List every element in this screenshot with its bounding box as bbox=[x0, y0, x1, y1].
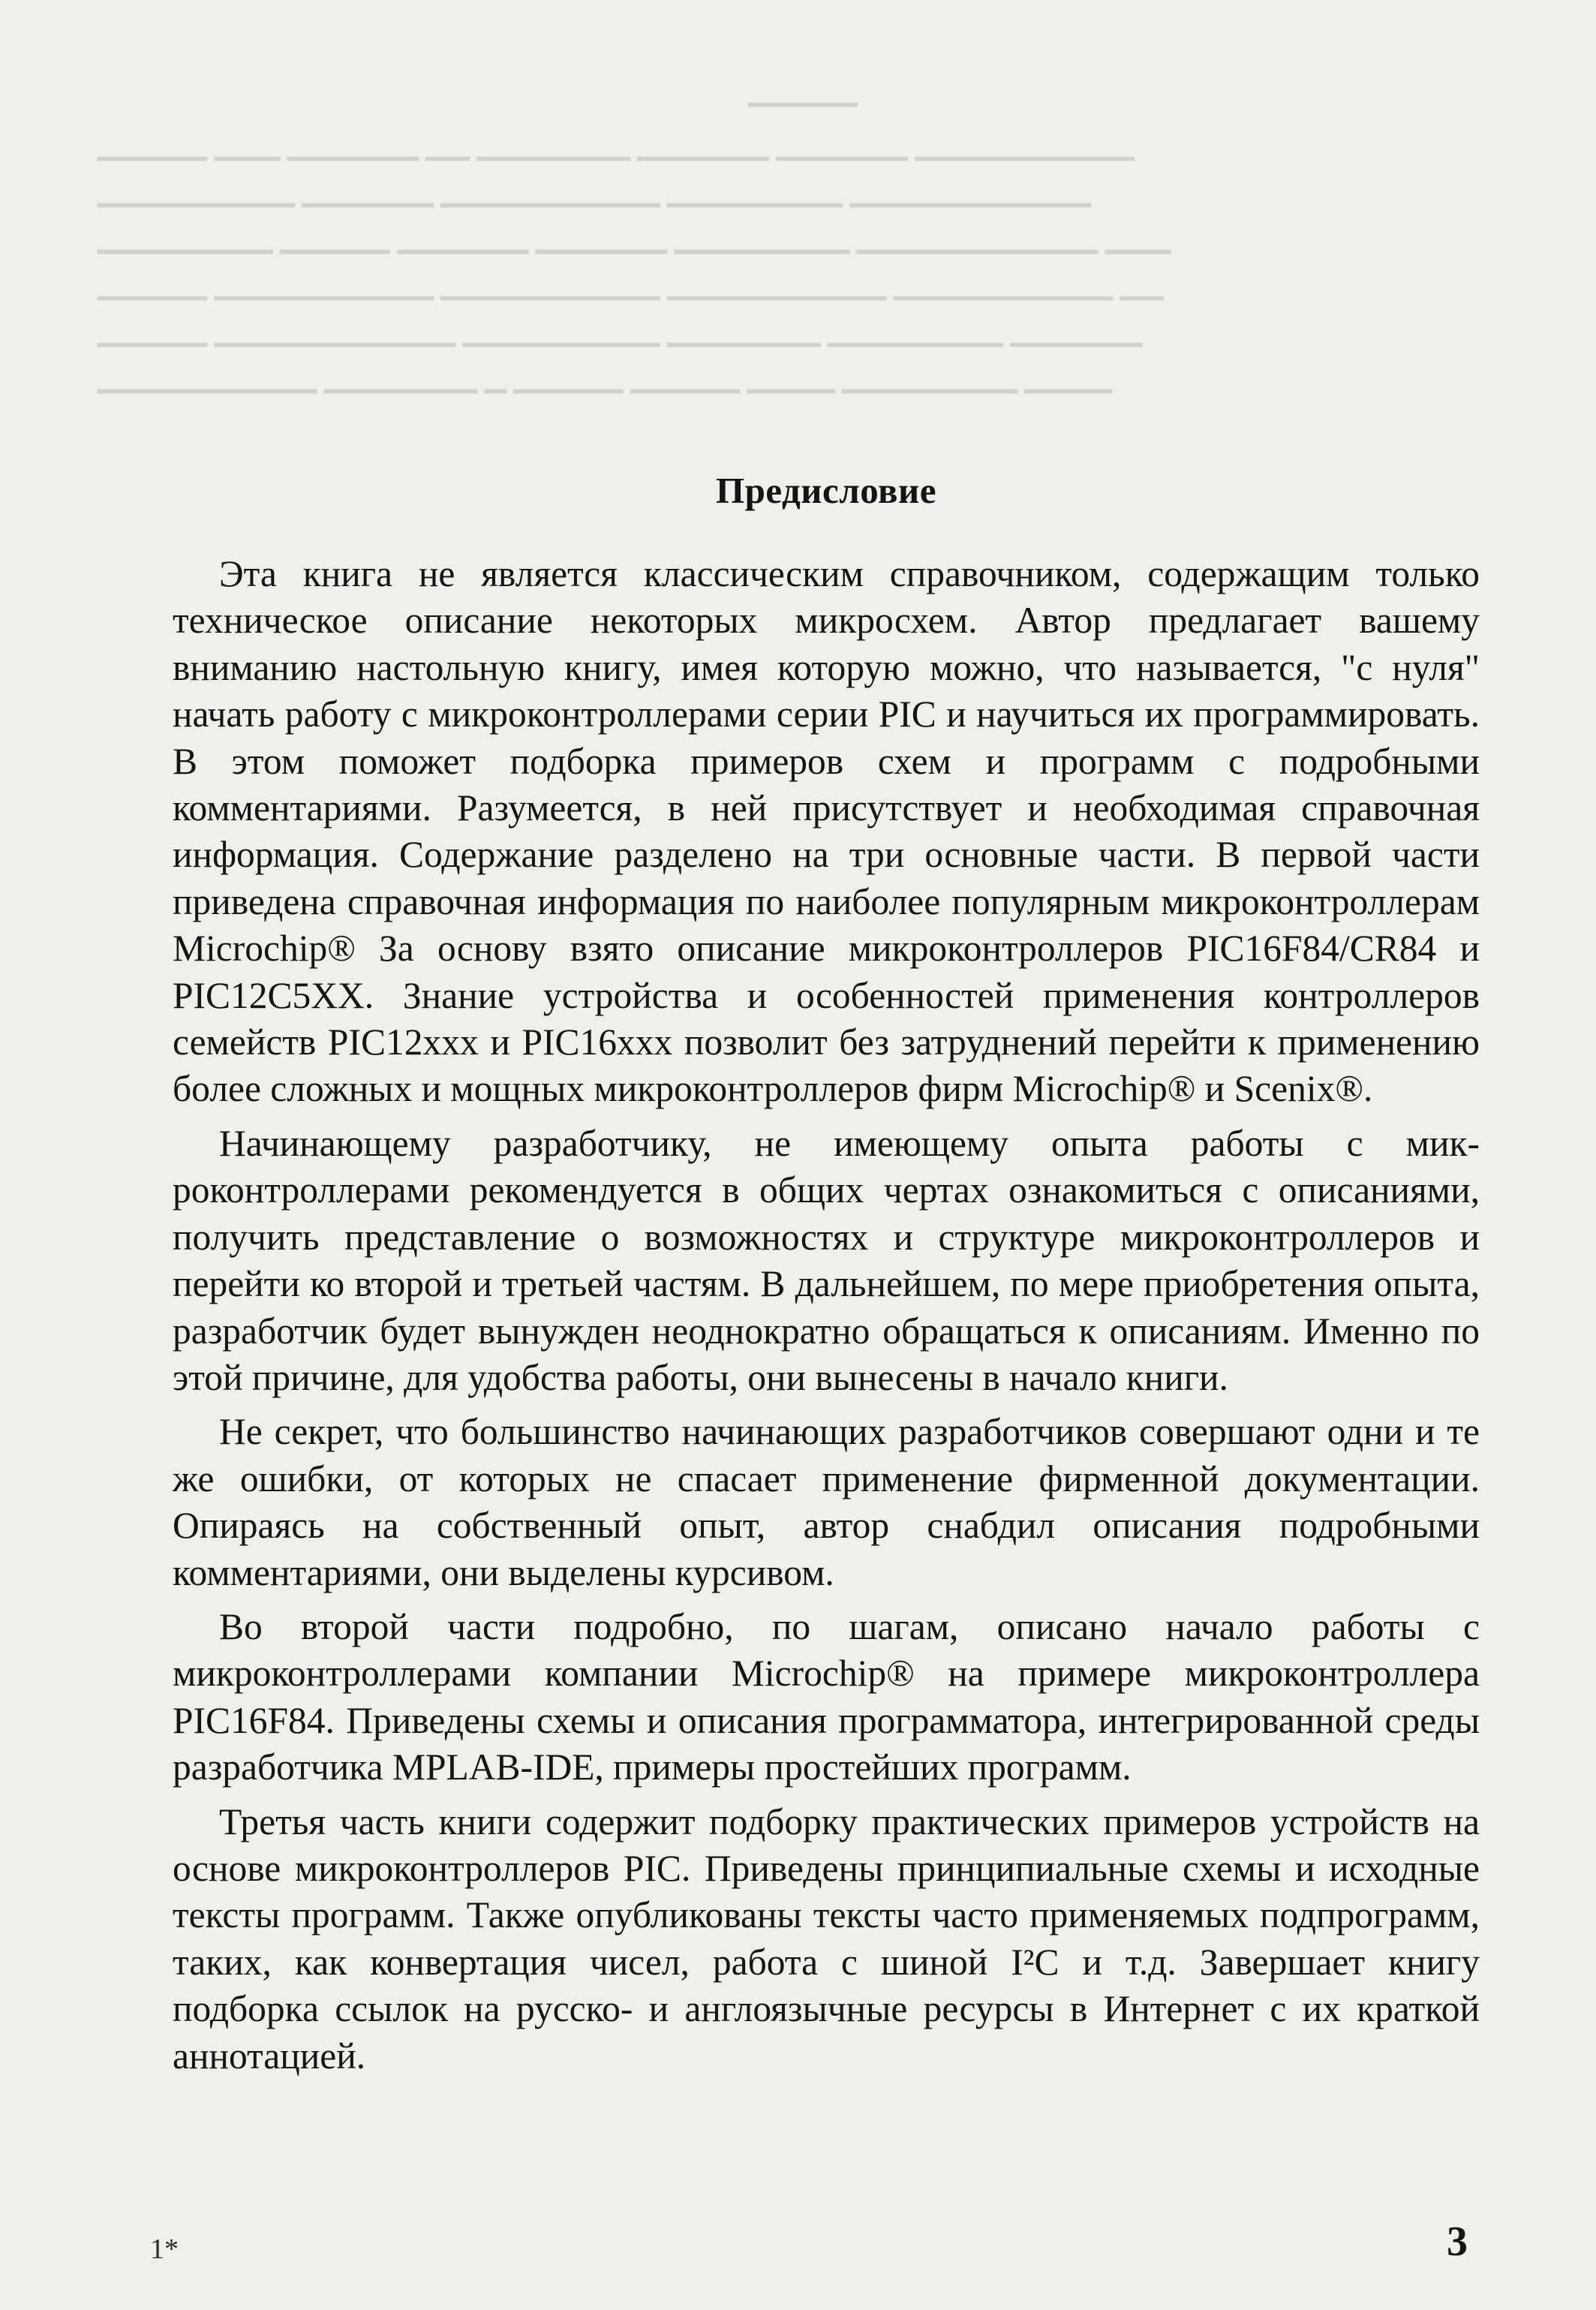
paragraph-1: Эта книга не является классическим справочником, содержащим только техническое описание некоторых микросхем. Автор предлагает вашему вниманию настольную книгу, имея которую можно, что называется, "с нуля" начать работу с микроконтроллерами серии PIC и научиться их программировать. В этом поможет подборка примеров схем и программ с подробными комментариями. Разумеется, в ней присутствует и необходимая справочная информация. Содержание разделено на три основные части. В первой части приведена справочная информация по наиболее популярным микроконтроллерам Microchip® За основу взято описание микроконтроллеров PIC16F84/CR84 и PIC12C5XX. Знание устройства и особенностей применения контроллеров семейств PIC12xxx и PIC16xxx позволит без затруднений перейти к применению более сложных и мощных микроконтроллеров фирм Microchip® и Scenix®. bbox=[173, 553, 1480, 1110]
bleed-through-texture: ▁▁▁▁▁ ▁▁▁▁▁ ▁▁▁ ▁▁▁▁▁▁ ▁▁ ▁▁▁▁▁▁▁ ▁▁▁▁▁▁ ▁▁▁▁▁▁ ▁▁▁▁▁▁▁▁▁▁ ▁▁▁▁▁▁▁▁▁ ▁▁▁▁▁▁ ▁▁▁▁▁▁▁▁▁▁ ▁▁▁▁▁▁▁▁ ▁▁▁▁▁▁▁▁▁▁▁ ▁▁▁▁▁▁▁▁ ▁▁▁▁▁ ▁▁▁▁▁▁ ▁▁▁▁▁▁ ▁▁▁▁▁▁▁▁ ▁▁▁▁▁▁▁▁▁▁▁ ▁▁▁ ▁▁▁▁▁ ▁▁▁▁▁▁▁▁▁▁ ▁▁▁▁▁▁▁▁▁▁ ▁▁▁▁▁▁▁▁▁▁ ▁▁▁▁▁▁▁▁▁▁ ▁▁ ▁▁▁▁▁ ▁▁▁▁▁▁▁▁▁▁▁ ▁▁▁▁▁▁▁▁▁ ▁▁▁▁▁▁▁ ▁▁▁▁▁▁▁▁ ▁▁▁▁▁▁ ▁▁▁▁▁▁▁▁▁▁ ▁▁▁▁▁▁▁ ▁ ▁▁▁▁▁ ▁▁▁▁▁ ▁▁▁▁ ▁▁▁▁▁▁▁▁ ▁▁▁▁ bbox=[98, 75, 1171, 393]
paragraph-3: Не секрет, что большинство начинающих разработчиков совершают одни и те же ошибки, от которых не спасает применение фирменной документации. Опираясь на собственный опыт, автор снабдил описания подробными комментариями, они выделены курсивом. bbox=[173, 1411, 1480, 1593]
paragraph-2: Начинающему разработчику, не имеющему опыта работы с микроконтроллерами рекомендуется в общих чертах ознакомиться с описаниями, получить представление о возможностях и структуре микроконтроллеров и перейти ко второй и третьей частям. В дальнейшем, по мере приобретения опыта, разработчик будет вынужден неоднократно обращаться к описаниям. Именно по этой причине, для удобства работы, они вынесены в начало книги. bbox=[173, 1122, 1480, 1398]
page-number: 3 bbox=[1447, 2218, 1468, 2265]
document-page bbox=[173, 469, 1480, 2087]
page-title: Предисловие bbox=[716, 470, 936, 511]
paragraph-5: Третья часть книги содержит подборку практических примеров устройств на основе микроконтроллеров PIC. Приведены принципиальные схемы и исходные тексты программ. Также опубликованы тексты часто применяемых подпрограмм, таких, как конвертация чисел, работа с шиной I²C и т.д. Завершает книгу подборка ссылок на русско- и англоязычные ресурсы в Интернет с их краткой аннотацией. bbox=[173, 1800, 1480, 2077]
paragraph-4: Во второй части подробно, по шагам, описано начало работы с микроконтроллерами компании Microchip® на примере микроконтроллера PIC16F84. Приведены схемы и описания программатора, интегрированной среды разработчика MPLAB-IDE, примеры простейших программ. bbox=[173, 1605, 1480, 1788]
printer-signature-mark: 1* bbox=[150, 2233, 179, 2265]
